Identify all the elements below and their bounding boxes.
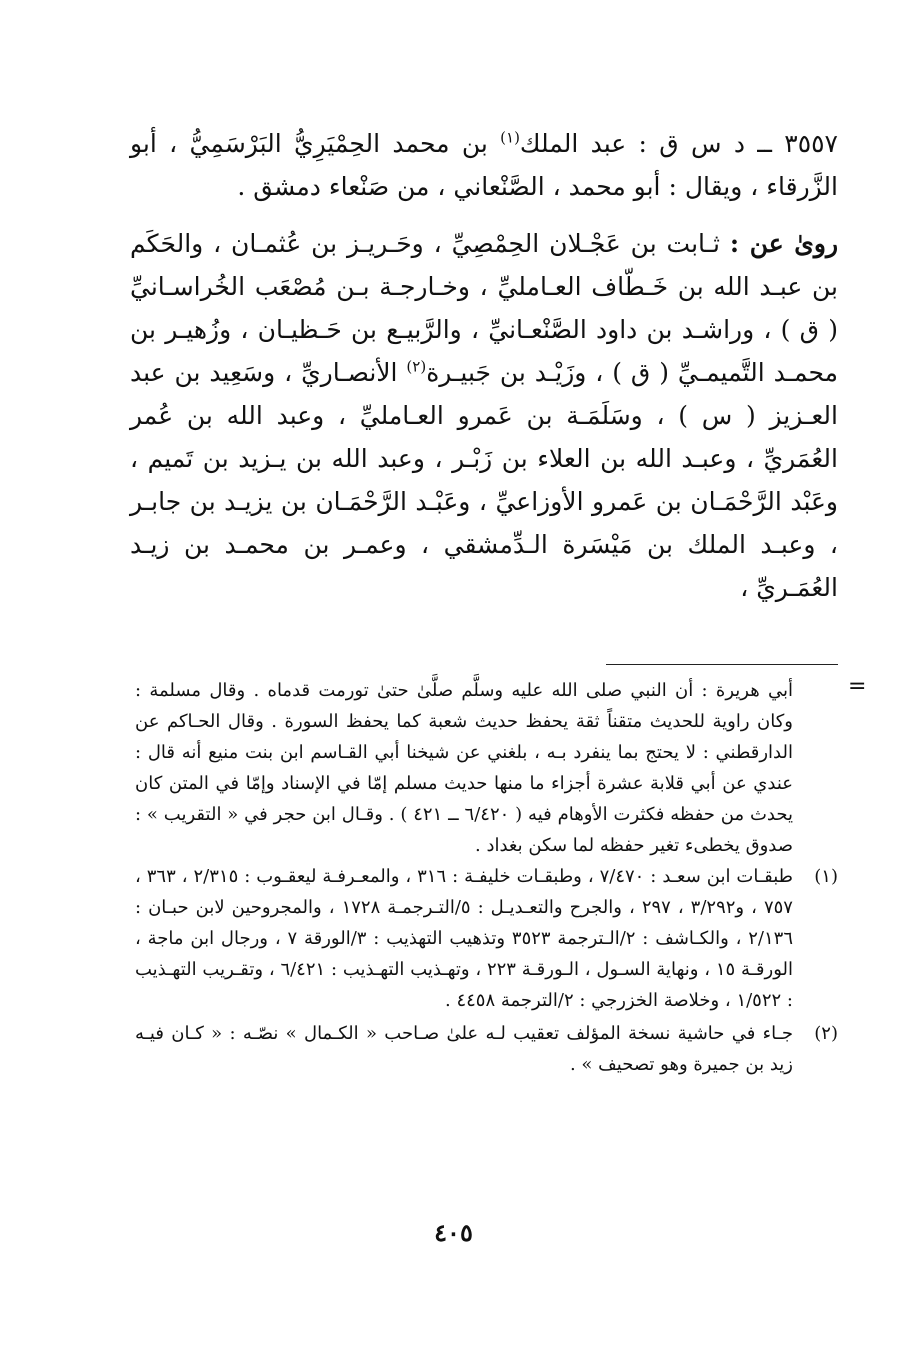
footnote-number: (١) <box>814 866 838 887</box>
footnote-1 <box>135 861 838 1016</box>
continuation-mark: = <box>848 674 867 699</box>
page-number: ٤٠٥ <box>434 1218 473 1247</box>
footnote-separator <box>606 664 838 665</box>
narration-text-1: ثـابت بن عَجْـلان الحِمْصِيِّ ، وحَـريـز بن عُثمـان ، والحَكَم بن عبـد الله بن خَـطّاف العـامليِّ ، وخـارجـة بـن مُصْعَب الخُراسـانيِّ ( ق ) ، وراشـد بن داود الصَّنْعـانيِّ ، والرَّبيـع بن حَـظيـان ، وزُهيـر بن محمـد التَّميمـيِّ ( ق ) ، وزَيْـد بن جَبيـرة <box>130 229 838 387</box>
main-text <box>130 122 838 609</box>
footnote-2 <box>135 1018 838 1080</box>
footnote-number: (٢) <box>814 1023 838 1044</box>
biography-entry <box>130 122 838 208</box>
narration-text-2: الأنصـاريِّ ، وسَعِيد بن عبد العـزيز ( س ) ، وسَلَمَـة بن عَمرو العـامليِّ ، وعبد الله بن عُمر العُمَريِّ ، وعبـد الله بن العلاء بن زَبْـر ، وعبد الله بن يـزيد بن تَميم ، وعَبْد الرَّحْمَـان بن عَمرو الأوزاعيِّ ، وعَبْـد الرَّحْمَـان بن يزيـد بن جابـر ، وعبـد الملك بن مَيْسَرة الـدِّمشقي ، وعمـر بن محمـد بن زيـد العُمَـريِّ ، <box>130 358 838 602</box>
footnote-ref-1: (١) <box>500 128 520 147</box>
narration-paragraph <box>130 222 838 609</box>
entry-heading: ٣٥٥٧ ــ د س ق : عبد الملك <box>519 129 838 158</box>
footnote-text: جـاء في حاشية نسخة المؤلف تعقيب لـه علىٰ صـاحب « الكـمال » نصّـه : « كـان فيـه زيد بن جميرة وهو تصحيف » . <box>135 1023 793 1075</box>
footnote-ref-2: (٢) <box>406 357 427 376</box>
narration-label: روىٰ عن : <box>729 229 839 258</box>
footnote-continued: أبي هريرة : أن النبي صلى الله عليه وسلَّم صلَّىٰ حتىٰ تورمت قدماه . وقال مسلمة : وكان راوية للحديث متقناً ثقة يحفظ حديث شعبة كما يحفظ السورة . وقال الحـاكم عن الدارقطني : لا يحتج بما ينفرد بـه ، بلغني عن شيخنا أبي القـاسم ابن بنت منيع أنه قال : عندي عن أبي قلابة عشرة أجزاء ما منها حديث مسلم إمّا في الإسناد وإمّا في المتن كان يحدث من حفظه فكثرت الأوهام فيه ( ٦/٤٢٠ ــ ٤٢١ ) . وقـال ابن حجر في « التقريب » : صدوق يخطىء تغير حفظه لما سكن بغداد . <box>135 680 793 856</box>
footnote-text: طبقـات ابن سعـد : ٧/٤٧٠ ، وطبقـات خليفـة : ٣١٦ ، والمعـرفـة ليعقـوب : ٢/٣١٥ ، ٣٦٣ ، ٧٥٧ ، و٣/٢٩٢ ، ٢٩٧ ، والجرح والتعـديـل : ٥/التـرجمـة ١٧٢٨ ، والمجروحين لابن حبـان : ٢/١٣٦ ، والكـاشف : ٢/الـترجمة ٣٥٢٣ وتذهيب التهذيب : ٣/الورقة ٧ ، ورجال ابن ماجة ، الورقـة ١٥ ، ونهاية السـول ، الـورقـة ٢٢٣ ، وتهـذيب التهـذيب : ٦/٤٢١ ، وتقـريب التهـذيب : ١/٥٢٢ ، وخلاصة الخزرجي : ٢/الترجمة ٤٤٥٨ . <box>135 866 793 1011</box>
entry-heading-rest: بن محمد الحِمْيَرِيُّ البَرْسَمِيُّ ، أبو الزَّرقاء ، ويقال : أبو محمد ، الصَّنْعاني ، من صَنْعاء دمشق . <box>130 129 838 201</box>
footnotes <box>135 675 838 1080</box>
